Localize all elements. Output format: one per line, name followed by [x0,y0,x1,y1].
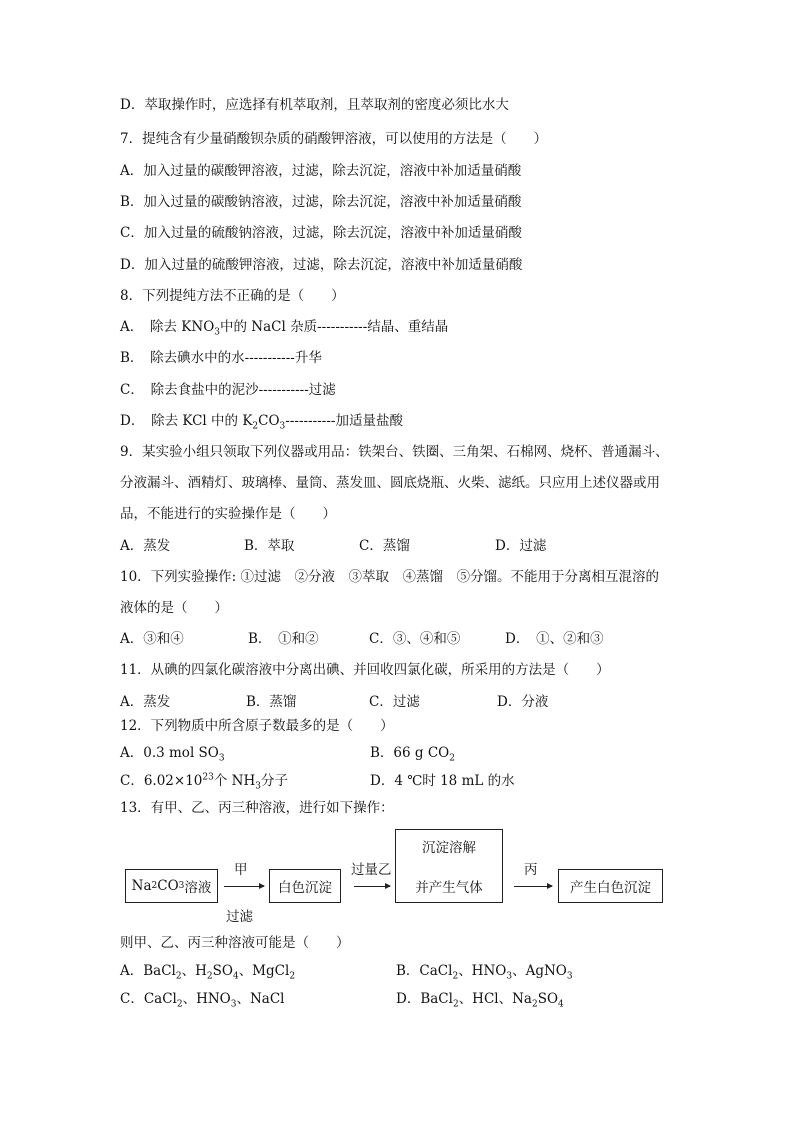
q13-stem: 13．有甲、乙、丙三种溶液，进行如下操作： [120,800,394,816]
q8-option-c: C． 除去食盐中的泥沙-----------过滤 [120,382,336,398]
prev-option-d: D．萃取操作时，应选择有机萃取剂，且萃取剂的密度必须比水大 [120,97,509,113]
q10-stem-line2: 液体的是（ ） [120,600,228,616]
q13-option-d [396,990,564,1008]
flow-box-white-precipitate: 白色沉淀 [269,869,341,903]
q13-a-part-3: 2 [206,971,213,982]
q13-a-part-5: 4 [232,971,239,982]
q12-c-sub: 3 [255,781,261,792]
q10-option-a: A．③和④ [120,631,184,647]
arrow2-label-top: 过量乙 [351,862,392,878]
q12-b-sub: 2 [449,753,455,764]
q11-option-d: D．分液 [497,694,549,710]
q9-option-c: C．蒸馏 [359,538,410,554]
q12-option-c [120,772,288,790]
q9-option-b: B．萃取 [244,538,295,554]
q13-c-part-4: 、NaCl [236,991,285,1007]
q8-d-mid: CO [258,413,280,429]
q10-option-d: D． ①、②和③ [505,631,604,647]
q11-option-c: C．过滤 [369,694,420,710]
q10-option-c: C．③、④和⑤ [369,631,461,647]
q13-b-part-2: 、HNO [458,963,507,979]
box1-co: CO [157,878,179,894]
arrow3 [514,886,552,887]
q9-option-d: D．过滤 [495,538,547,554]
q11-option-a: A．蒸发 [120,694,171,710]
q13-option-b [396,962,573,980]
q8-a-sub: 3 [214,327,220,338]
q12-a-sub: 3 [218,753,225,764]
q11-option-b: B．蒸馏 [246,694,297,710]
box1-na: Na [131,878,152,894]
q13-a-part-6: 、MgCl [238,963,290,979]
q10-option-b: B． ①和② [248,631,319,647]
q13-b-part-1: 2 [452,971,459,982]
q12-c-mid: 个 NH [213,773,256,789]
q13-a-part-1: 2 [175,971,182,982]
q8-a-text: A． 除去 KNO [120,319,215,335]
q13-question: 则甲、乙、丙三种溶液可能是（ ） [120,935,350,951]
q7-option-b: B．加入过量的碳酸钠溶液，过滤，除去沉淀，溶液中补加适量硝酸 [120,194,522,210]
q13-option-a [120,962,295,980]
flow-box-result: 产生白色沉淀 [558,869,663,903]
q9-stem-line3: 品，不能进行的实验操作是（ ） [120,506,336,522]
q7-option-c: C．加入过量的硫酸钠溶液，过滤，除去沉淀，溶液中补加适量硝酸 [120,225,522,241]
q12-b-text: B．66 g CO [370,745,450,761]
q7-option-d: D．加入过量的硫酸钾溶液，过滤，除去沉淀，溶液中补加适量硝酸 [120,257,523,273]
q9-option-a: A．蒸发 [120,538,171,554]
q8-stem: 8．下列提纯方法不正确的是（ ） [120,288,345,304]
q12-c-sup: 23 [202,772,214,783]
q13-d-part-0: D．BaCl [396,991,453,1007]
q8-option-d [120,412,403,430]
q13-c-part-3: 3 [230,999,237,1010]
q11-stem: 11．从碘的四氯化碳溶液中分离出碘、并回收四氯化碳，所采用的方法是（ ） [120,662,610,678]
q7-stem: 7．提纯含有少量硝酸钡杂质的硝酸钾溶液，可以使用的方法是（ ） [120,131,548,147]
arrow1-label-bottom: 过滤 [226,909,253,925]
q13-d-part-4: SO [537,991,559,1007]
q13-a-part-0: A．BaCl [120,963,176,979]
flow-box-na2co3: Na 2 CO 3 溶液 [125,869,218,903]
q13-c-part-2: 、HNO [182,991,231,1007]
q12-option-a [120,744,225,762]
q13-d-part-2: 、HCl、Na [458,991,532,1007]
arrow3-label-top: 丙 [524,862,538,878]
q13-c-part-0: C．CaCl [120,991,177,1007]
arrow2 [354,886,390,887]
q10-stem-line1: 10．下列实验操作: ①过滤 ②分液 ③萃取 ④蒸馏 ⑤分馏。不能用于分离相互混溶的 [120,569,660,585]
q8-d-sub2: 3 [279,421,286,432]
q13-a-part-2: 、H [181,963,207,979]
arrow1-label-top: 甲 [234,862,248,878]
q13-a-part-7: 2 [289,971,296,982]
q13-d-part-1: 2 [452,999,459,1010]
arrow1 [224,886,264,887]
q13-d-part-5: 4 [558,999,564,1010]
q13-b-part-5: 3 [566,971,573,982]
q12-c-post: 分子 [260,773,288,789]
q8-a-text-post: 中的 NaCl 杂质-----------结晶、重结晶 [220,319,449,335]
q12-c-text: C．6.02×10 [120,773,203,789]
box3-line2: 并产生气体 [415,880,483,896]
q13-d-part-3: 2 [531,999,538,1010]
q12-stem: 12．下列物质中所含原子数最多的是（ ） [120,718,394,734]
q13-b-part-3: 3 [506,971,513,982]
q9-stem-line2: 分液漏斗、酒精灯、玻璃棒、量筒、蒸发皿、圆底烧瓶、火柴、滤纸。只应用上述仪器或用 [120,475,660,491]
flow-box-dissolve [395,829,503,903]
q8-option-b: B． 除去碘水中的水-----------升华 [120,350,322,366]
q8-option-a [120,318,448,336]
q13-option-c [120,990,285,1008]
q9-stem-line1: 9．某实验小组只领取下列仪器或用品：铁架台、铁圈、三角架、石棉网、烧杯、普通漏斗、 [120,444,669,460]
q13-c-part-1: 2 [176,999,183,1010]
box1-solution: 溶液 [184,880,212,896]
q8-d-sub1: 2 [252,421,259,432]
q8-d-text: D． 除去 KCl 中的 K [120,413,253,429]
q7-option-a: A．加入过量的碳酸钾溶液，过滤，除去沉淀，溶液中补加适量硝酸 [120,163,522,179]
box3-line1: 沉淀溶解 [422,840,476,856]
q12-option-d: D．4 ℃时 18 mL 的水 [370,773,515,789]
q12-a-text: A．0.3 mol SO [120,745,219,761]
q13-a-part-4: SO [212,963,233,979]
q12-option-b [370,744,455,762]
q8-d-text-post: -----------加适量盐酸 [285,413,403,429]
q13-b-part-4: 、AgNO [512,963,567,979]
q13-b-part-0: B．CaCl [396,963,453,979]
